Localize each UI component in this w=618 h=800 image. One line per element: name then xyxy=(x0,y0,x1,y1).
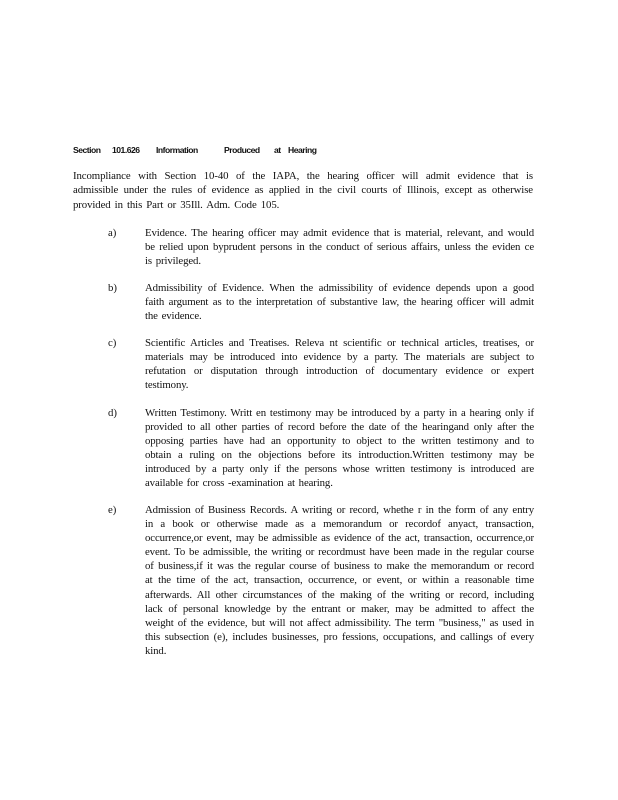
subsection-label: b) xyxy=(108,282,117,294)
subsection-label: a) xyxy=(108,227,117,239)
heading-section-word: Section xyxy=(73,145,101,155)
heading-word-hearing: Hearing xyxy=(288,145,317,155)
subsection-text: Scientific Articles and Treatises. Releva nt scientific or technical articles, treatises, or materials may be introduced into evidence by a party. The materials are subject to refutation or disputation through introduction of documentary evidence or expert testimony. xyxy=(145,337,534,392)
subsection-text: Written Testimony. Writt en testimony may be introduced by a party in a hearing only if provided to all other parties of record before the date of the hearingand only after the opposing parties have had an opportunity to object to the written testimony and to obtain a ruling on the objections before its introduction.Written testimony may be introduced by a party only if the persons whose written testimony is introduced are available for cross -examination at hearing. xyxy=(145,407,534,490)
heading-word-at: at xyxy=(274,145,281,155)
subsection-text: Admission of Business Records. A writing or record, whethe r in the form of any entry in a book or otherwise made as a memorandum or recordof anyact, transaction, occurrence,or event, may be admissible as evidence of the act, transaction, occurrence,or event. To be admissible, the writing or recordmust have been made in the regular course of business,if it was the regular course of business to make the memorandum or record at the time of the act, transaction, occurrence, or event, or within a reasonable time afterwards. All other circumstances of the making of the writing or record, including lack of personal knowledge by the entrant or maker, may be admitted to affect the weight of the evidence, but will not affect admissibility. The term "business," as used in this subsection (e), includes businesses, pro fessions, occupations, and callings of every kind. xyxy=(145,504,534,657)
section-heading xyxy=(73,143,533,157)
heading-word-produced: Produced xyxy=(224,145,260,155)
subsection-label: d) xyxy=(108,407,117,419)
subsection-label: e) xyxy=(108,504,117,516)
intro-paragraph: Incompliance with Section 10-40 of the IAPA, the hearing officer will admit evidence that is admissible under the rules of evidence as applied in the civil courts of Illinois, except as otherwise provided in this Part or 35Ill. Adm. Code 105. xyxy=(73,170,533,211)
subsection-text: Evidence. The hearing officer may admit evidence that is material, relevant, and would be relied upon byprudent persons in the conduct of serious affairs, unless the eviden ce is privileged. xyxy=(145,227,534,268)
subsection-text: Admissibility of Evidence. When the admissibility of evidence depends upon a good faith argument as to the interpretation of substantive law, the hearing officer will admit the evidence. xyxy=(145,282,534,323)
heading-word-information: Information xyxy=(156,145,198,155)
heading-section-number: 101.626 xyxy=(112,145,140,155)
subsection-label: c) xyxy=(108,337,117,349)
